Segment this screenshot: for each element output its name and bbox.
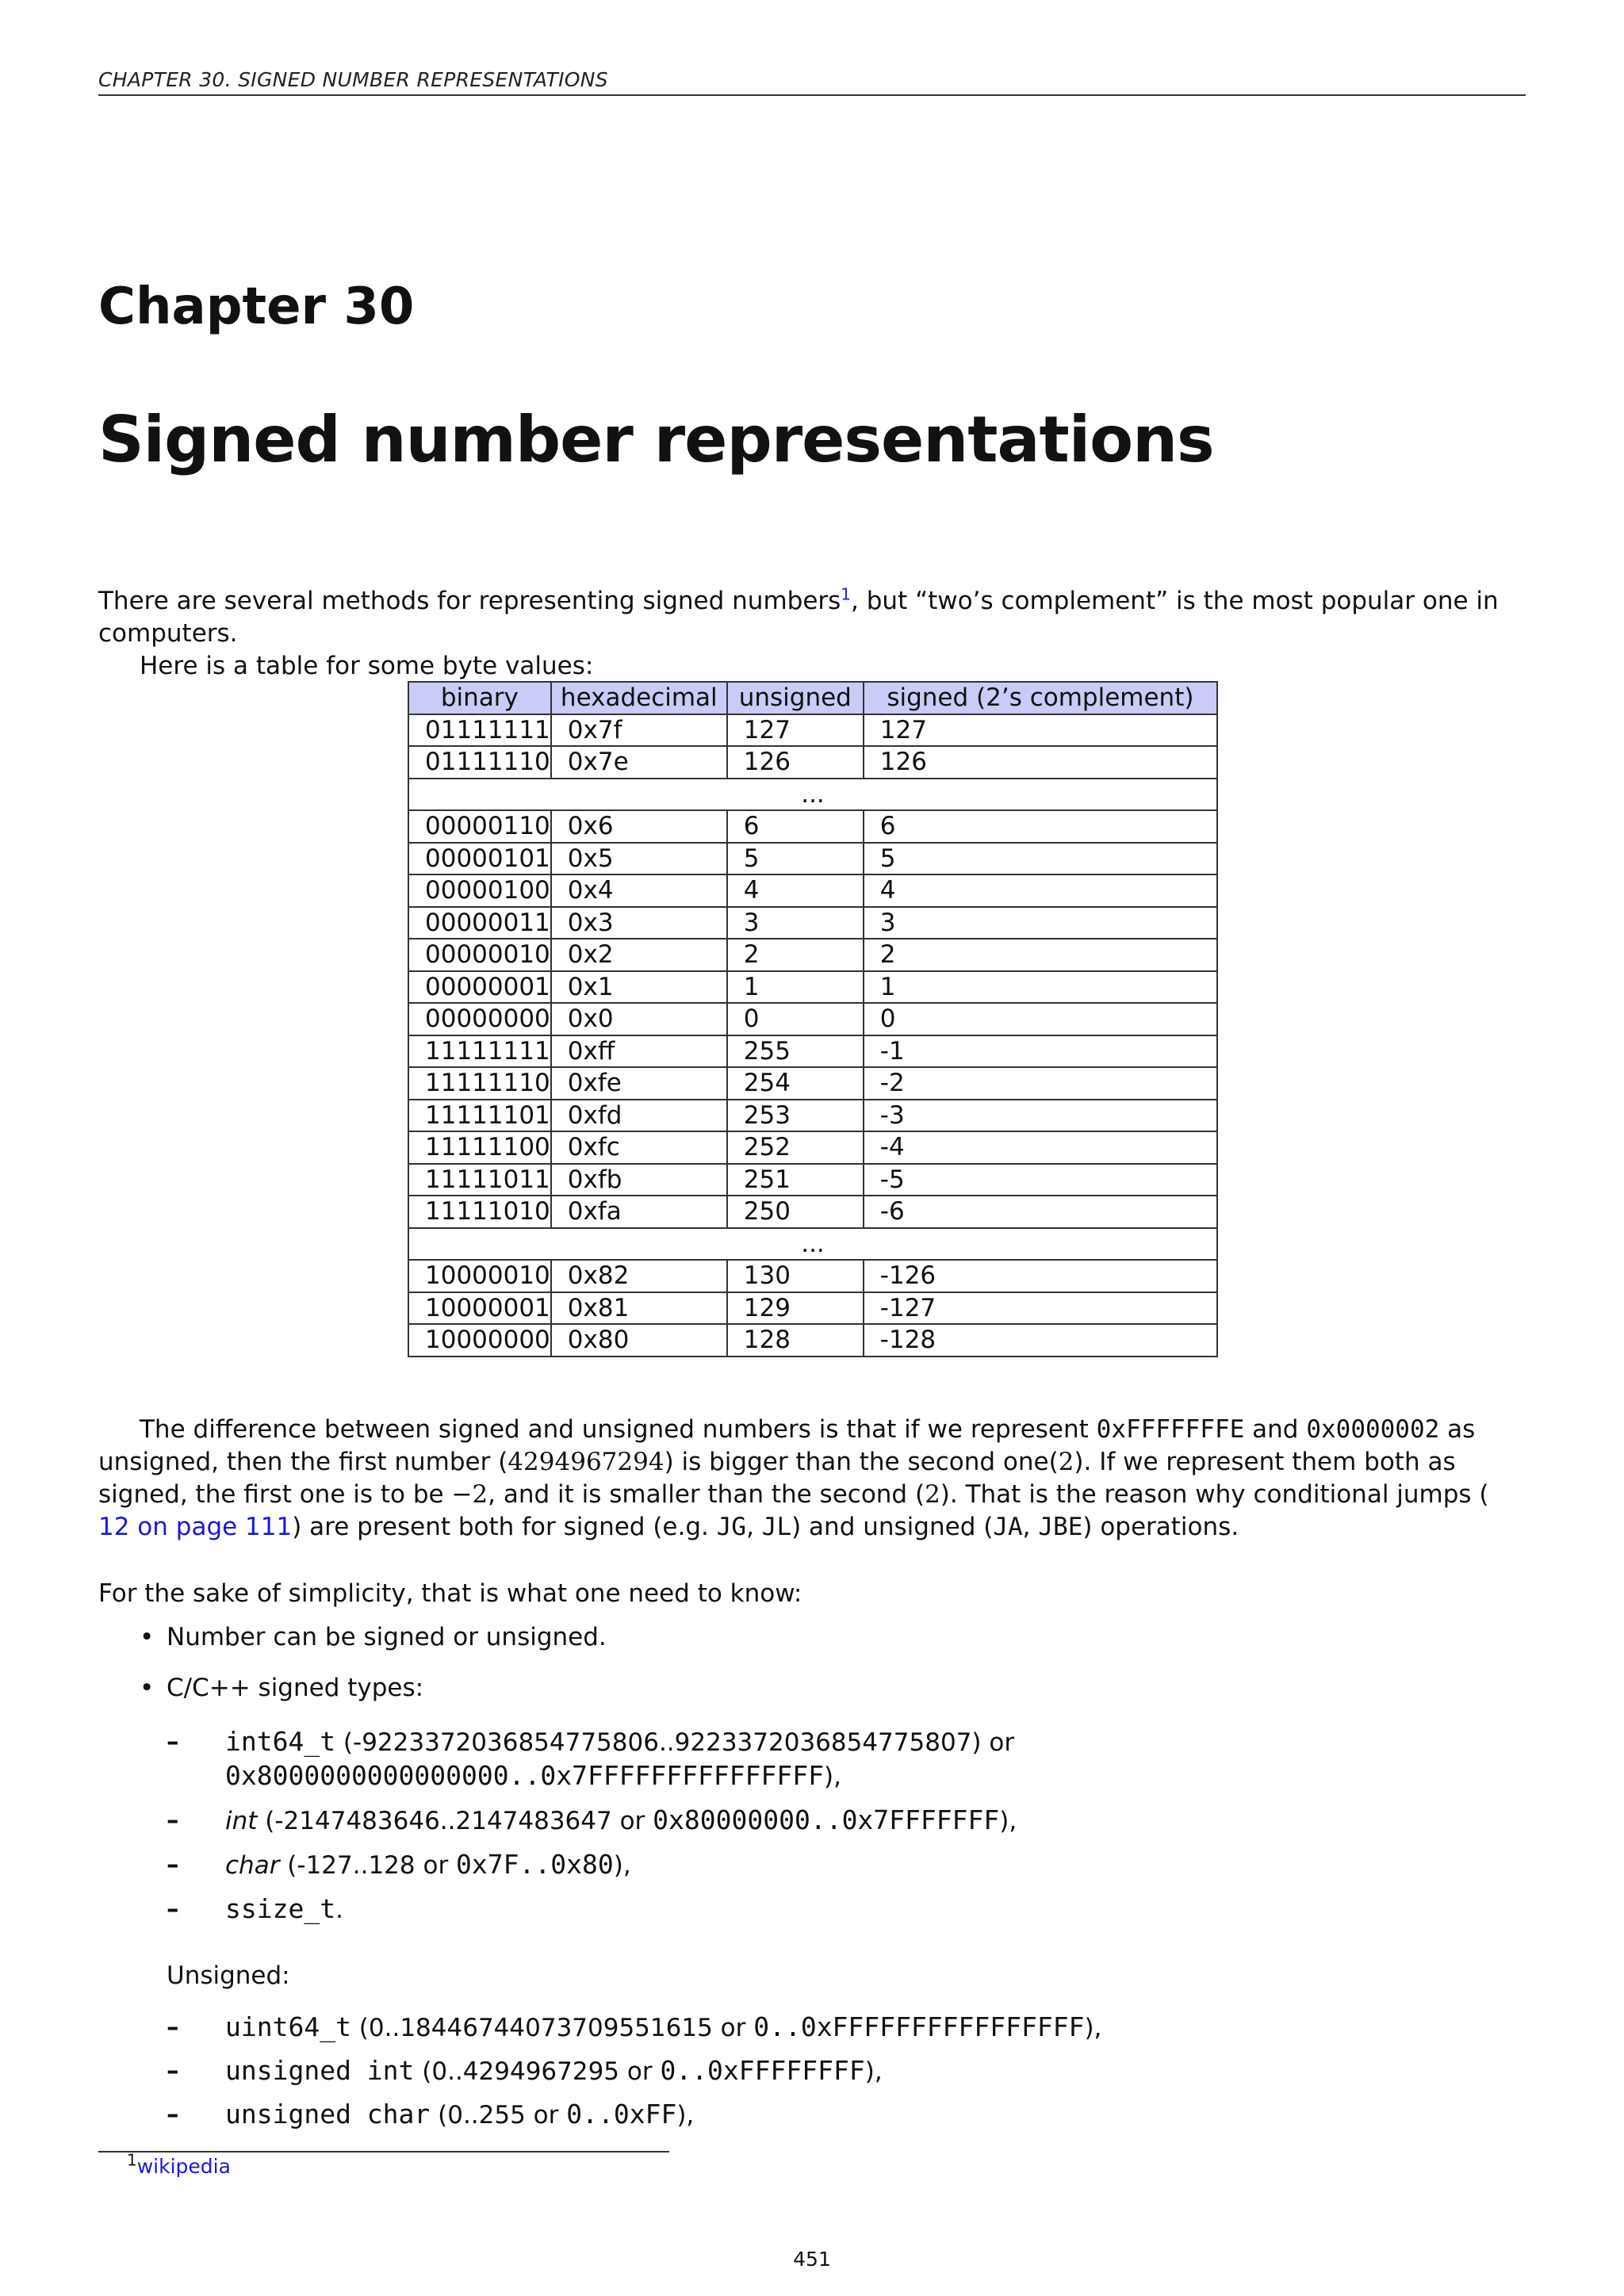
binary-cell: 11111101 — [408, 1100, 551, 1132]
hex-cell: 0x82 — [551, 1260, 727, 1292]
text: ). That is the reason why conditional jumps ( — [940, 1480, 1489, 1509]
binary-cell: 10000000 — [408, 1324, 551, 1357]
list-item — [167, 2098, 1594, 2132]
math-value: 2 — [925, 1480, 940, 1509]
difference-paragraph — [98, 1414, 1527, 1544]
dash-marker: – — [167, 1728, 179, 1756]
type-name: ssize_t — [225, 1893, 336, 1924]
table-row — [408, 1260, 1217, 1292]
signed-cell: -127 — [864, 1292, 1217, 1325]
column-header-signed: signed (2’s complement) — [864, 682, 1217, 714]
table-row — [408, 1100, 1217, 1132]
signed-cell: 3 — [864, 907, 1217, 939]
unsigned-cell: 254 — [727, 1067, 864, 1100]
list-item — [167, 1892, 1526, 1927]
intro-text: There are several methods for representing signed numbers — [98, 587, 841, 615]
unsigned-label: Unsigned: — [167, 1961, 290, 1990]
signed-cell: -126 — [864, 1260, 1217, 1292]
hex-cell: 0x5 — [551, 843, 727, 875]
binary-cell: 01111110 — [408, 746, 551, 779]
hex-cell: 0x0 — [551, 1003, 727, 1035]
signed-cell: -6 — [864, 1196, 1217, 1228]
math-value: 4294967294 — [508, 1448, 665, 1476]
hex-range: 0..0xFF — [566, 2099, 677, 2130]
unsigned-cell: 129 — [727, 1292, 864, 1325]
footnote-rule — [98, 2151, 669, 2152]
type-name: char — [225, 1851, 280, 1880]
hex-cell: 0xfd — [551, 1100, 727, 1132]
text: , — [1022, 1513, 1039, 1541]
signed-cell: 126 — [864, 746, 1217, 779]
hex-range: 0..0xFFFFFFFF — [660, 2055, 865, 2086]
type-name: unsigned char — [225, 2099, 431, 2130]
list-item — [167, 1804, 1526, 1838]
table-row — [408, 1035, 1217, 1068]
unsigned-cell: 6 — [727, 810, 864, 843]
table-row — [408, 714, 1217, 747]
binary-cell: 00000001 — [408, 971, 551, 1004]
text: ) operations. — [1082, 1513, 1239, 1541]
hex-cell: 0x80 — [551, 1324, 727, 1357]
text: , and it is smaller than the second ( — [488, 1480, 925, 1509]
binary-cell: 11111100 — [408, 1131, 551, 1164]
signed-cell: -3 — [864, 1100, 1217, 1132]
ellipsis-cell: ... — [408, 1228, 1217, 1261]
text: as unsigned, then the first number ( — [98, 1415, 1476, 1476]
list-item-text: C/C++ signed types: — [167, 1674, 424, 1702]
math-value: 2 — [1058, 1448, 1074, 1476]
hex-cell: 0xff — [551, 1035, 727, 1068]
column-header-hexadecimal: hexadecimal — [551, 682, 727, 714]
hex-cell: 0x6 — [551, 810, 727, 843]
hex-cell: 0xfb — [551, 1164, 727, 1196]
hex-range: 0..0xFFFFFFFFFFFFFFFF — [753, 2011, 1085, 2042]
table-row — [408, 746, 1217, 779]
table-row — [408, 971, 1217, 1004]
list-item — [167, 2011, 1594, 2045]
footnote-link[interactable]: wikipedia — [136, 2155, 231, 2178]
text: , — [746, 1513, 762, 1541]
column-header-unsigned: unsigned — [727, 682, 864, 714]
binary-cell: 00000101 — [408, 843, 551, 875]
unsigned-cell: 3 — [727, 907, 864, 939]
table-row — [408, 1131, 1217, 1164]
table-row — [408, 874, 1217, 907]
table-row — [408, 1003, 1217, 1035]
hex-cell: 0xfe — [551, 1067, 727, 1100]
punct: ), — [1084, 2014, 1102, 2042]
list-item — [167, 1725, 1526, 1793]
signed-cell: 5 — [864, 843, 1217, 875]
ellipsis-cell: ... — [408, 779, 1217, 811]
chapter-title: Signed number representations — [98, 403, 1214, 476]
intro-paragraph — [98, 585, 1527, 683]
list-item — [98, 1621, 1526, 1654]
intro-text-cont: , but “two’s complement” is the most popular one in computers. — [98, 587, 1499, 648]
text: The difference between signed and unsigned numbers is that if we represent — [140, 1415, 1097, 1444]
code-value: JL — [761, 1513, 792, 1541]
binary-cell: 01111111 — [408, 714, 551, 747]
column-header-binary: binary — [408, 682, 551, 714]
text: ) is bigger than the second one( — [664, 1448, 1059, 1476]
unsigned-cell: 5 — [727, 843, 864, 875]
list-item — [167, 2054, 1594, 2088]
dash-marker: – — [167, 2013, 179, 2042]
range-text: (0..18446744073709551615 or — [350, 2014, 754, 2042]
unsigned-cell: 0 — [727, 1003, 864, 1035]
binary-cell: 11111111 — [408, 1035, 551, 1068]
range-text: (0..4294967295 or — [414, 2057, 661, 2086]
range-text: (-2147483646..2147483647 or — [257, 1807, 653, 1835]
list-item — [98, 1671, 1526, 1927]
hex-cell: 0x1 — [551, 971, 727, 1004]
signed-cell: 127 — [864, 714, 1217, 747]
simplicity-paragraph: For the sake of simplicity, that is what one need to know: — [98, 1579, 802, 1608]
punct: ), — [676, 2101, 695, 2130]
binary-cell: 00000011 — [408, 907, 551, 939]
punct: ), — [823, 1762, 841, 1791]
table-row — [408, 1196, 1217, 1228]
intro-line2: Here is a table for some byte values: — [140, 652, 594, 680]
signed-cell: -1 — [864, 1035, 1217, 1068]
punct: ), — [999, 1807, 1017, 1835]
binary-cell: 11111010 — [408, 1196, 551, 1228]
running-header — [98, 68, 1526, 96]
signed-cell: 6 — [864, 810, 1217, 843]
cross-reference-link[interactable]: 12 on page 111 — [98, 1513, 293, 1541]
unsigned-cell: 251 — [727, 1164, 864, 1196]
text: ) and unsigned ( — [791, 1513, 994, 1541]
hex-cell: 0x2 — [551, 939, 727, 971]
dash-marker: – — [167, 1850, 179, 1879]
list-item-text: Number can be signed or unsigned. — [167, 1623, 607, 1651]
signed-cell: 4 — [864, 874, 1217, 907]
hex-range: 0x7F..0x80 — [456, 1849, 614, 1880]
binary-cell: 00000100 — [408, 874, 551, 907]
hex-cell: 0x7e — [551, 746, 727, 779]
range-text: (0..255 or — [430, 2101, 567, 2130]
punct: . — [335, 1896, 343, 1924]
unsigned-cell: 253 — [727, 1100, 864, 1132]
table-row — [408, 779, 1217, 811]
unsigned-cell: 255 — [727, 1035, 864, 1068]
dash-marker: – — [167, 2100, 179, 2129]
signed-cell: 1 — [864, 971, 1217, 1004]
unsigned-cell: 1 — [727, 971, 864, 1004]
type-name: uint64_t — [225, 2011, 351, 2042]
hex-cell: 0x3 — [551, 907, 727, 939]
hex-range: 0x8000000000000000..0x7FFFFFFFFFFFFFFF — [225, 1760, 824, 1791]
range-text: (-9223372036854775806..9223372036854775807) or — [335, 1728, 1015, 1757]
unsigned-types-list — [167, 2011, 1594, 2141]
math-value: −2 — [451, 1480, 488, 1509]
table-row — [408, 1228, 1217, 1261]
signed-types-list — [167, 1725, 1526, 1927]
signed-cell: -4 — [864, 1131, 1217, 1164]
binary-cell: 00000010 — [408, 939, 551, 971]
binary-cell: 10000010 — [408, 1260, 551, 1292]
knowledge-list — [98, 1621, 1526, 1944]
table-row — [408, 1324, 1217, 1357]
table-row — [408, 843, 1217, 875]
text: ) are present both for signed (e.g. — [292, 1513, 717, 1541]
text: ). If we represent them both as signed, the first one is to be — [98, 1448, 1456, 1509]
running-header-text: CHAPTER 30. SIGNED NUMBER REPRESENTATIONS — [98, 68, 608, 91]
dash-marker: – — [167, 2057, 179, 2085]
unsigned-cell: 128 — [727, 1324, 864, 1357]
code-value: JA — [993, 1513, 1023, 1541]
hex-cell: 0xfa — [551, 1196, 727, 1228]
table-row — [408, 907, 1217, 939]
signed-cell: 2 — [864, 939, 1217, 971]
binary-cell: 10000001 — [408, 1292, 551, 1325]
binary-cell: 11111011 — [408, 1164, 551, 1196]
binary-cell: 11111110 — [408, 1067, 551, 1100]
signed-cell: 0 — [864, 1003, 1217, 1035]
byte-values-table — [408, 681, 1218, 1357]
list-item — [167, 1848, 1526, 1882]
footnote-mark: 1 — [127, 2150, 137, 2170]
text: and — [1244, 1415, 1307, 1444]
unsigned-cell: 250 — [727, 1196, 864, 1228]
unsigned-cell: 130 — [727, 1260, 864, 1292]
unsigned-cell: 127 — [727, 714, 864, 747]
punct: ), — [864, 2057, 883, 2086]
table-row — [408, 939, 1217, 971]
type-name: int64_t — [225, 1726, 336, 1757]
binary-cell: 00000110 — [408, 810, 551, 843]
footnote-ref[interactable]: 1 — [841, 584, 852, 604]
range-text: (-127..128 or — [279, 1851, 457, 1880]
code-value: 0xFFFFFFFE — [1096, 1415, 1245, 1444]
table-row — [408, 1292, 1217, 1325]
hex-range: 0x80000000..0x7FFFFFFF — [653, 1804, 1000, 1835]
hex-cell: 0xfc — [551, 1131, 727, 1164]
signed-cell: -128 — [864, 1324, 1217, 1357]
hex-cell: 0x4 — [551, 874, 727, 907]
code-value: JBE — [1038, 1513, 1083, 1541]
page-number: 451 — [793, 2248, 831, 2271]
table-header-row — [408, 682, 1217, 714]
hex-cell: 0x81 — [551, 1292, 727, 1325]
unsigned-cell: 126 — [727, 746, 864, 779]
signed-cell: -2 — [864, 1067, 1217, 1100]
footnote — [127, 2150, 231, 2178]
table-row — [408, 1067, 1217, 1100]
signed-cell: -5 — [864, 1164, 1217, 1196]
table-row — [408, 1164, 1217, 1196]
dash-marker: – — [167, 1806, 179, 1835]
hex-cell: 0x7f — [551, 714, 727, 747]
chapter-label: Chapter 30 — [98, 277, 415, 336]
punct: ), — [613, 1851, 631, 1880]
unsigned-cell: 252 — [727, 1131, 864, 1164]
type-name: int — [225, 1807, 258, 1835]
table-body — [408, 714, 1217, 1357]
table-row — [408, 810, 1217, 843]
dash-marker: – — [167, 1895, 179, 1923]
type-name: unsigned int — [225, 2055, 415, 2086]
binary-cell: 00000000 — [408, 1003, 551, 1035]
code-value: 0x0000002 — [1306, 1415, 1440, 1444]
code-value: JG — [716, 1513, 747, 1541]
unsigned-cell: 2 — [727, 939, 864, 971]
unsigned-cell: 4 — [727, 874, 864, 907]
